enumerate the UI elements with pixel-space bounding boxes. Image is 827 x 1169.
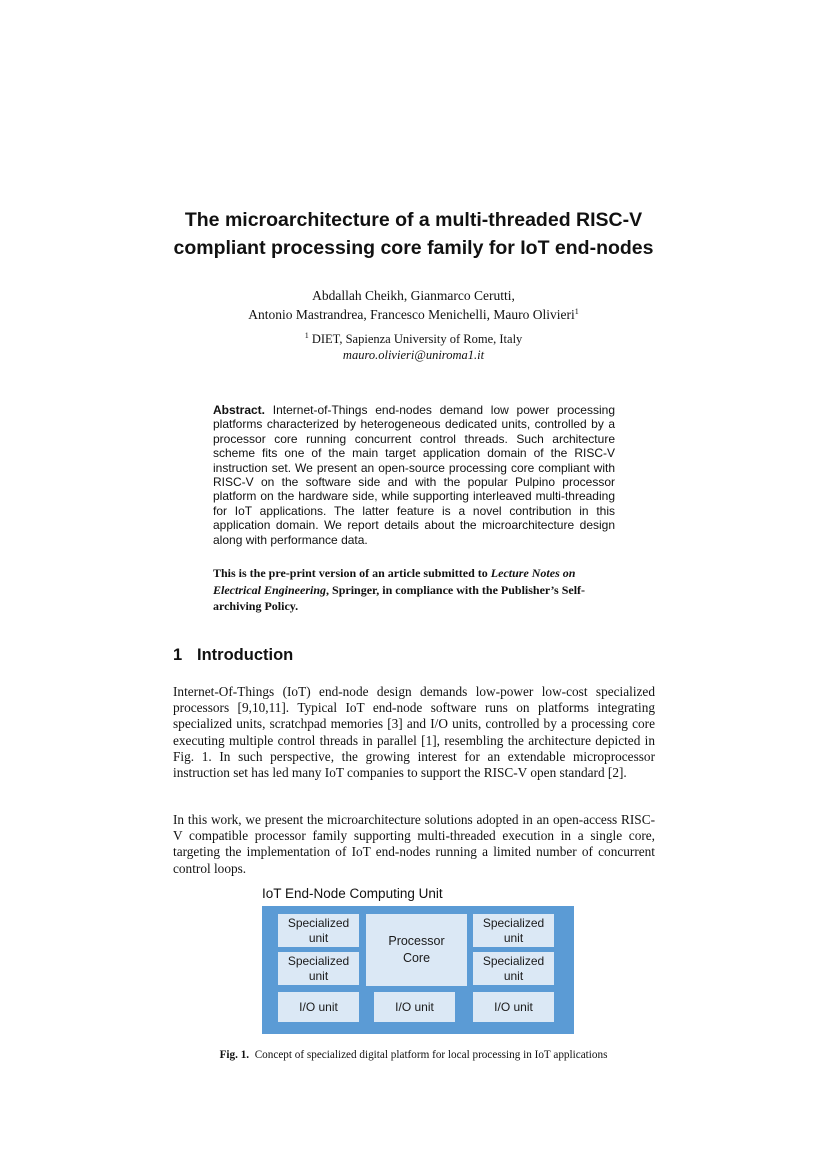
preprint-text-1: This is the pre-print version of an article submitted to xyxy=(213,566,491,580)
io-unit-box xyxy=(473,992,554,1022)
box-label: unit xyxy=(308,968,329,983)
processor-core-box xyxy=(366,914,467,986)
box-label: I/O unit xyxy=(395,999,434,1014)
institution: DIET, Sapienza University of Rome, Italy xyxy=(311,332,523,346)
io-unit-box xyxy=(278,992,359,1022)
specialized-unit-box xyxy=(473,914,554,947)
intro-paragraph-2: In this work, we present the microarchitecture solutions adopted in an open-access RISC-V compatible processor family supporting multi-threaded execution in a single core, targeting the implementation of IoT end-nodes running a limited number of concurrent control loops. xyxy=(173,812,655,876)
authors-line-2: Antonio Mastrandrea, Francesco Menichelli, Mauro Olivieri xyxy=(248,307,575,322)
section-number: 1 xyxy=(173,646,183,664)
box-label: Specialized xyxy=(482,953,545,968)
title-line-2: compliant processing core family for IoT end-nodes xyxy=(173,237,654,259)
abstract-label: Abstract. xyxy=(213,403,266,417)
contact-email[interactable]: mauro.olivieri@uniroma1.it xyxy=(342,348,485,362)
box-label: Specialized xyxy=(287,953,350,968)
caption-text: Concept of specialized digital platform for local processing in IoT applications xyxy=(254,1049,608,1061)
authors-line-1: Abdallah Cheikh, Gianmarco Cerutti, xyxy=(312,288,515,303)
section-heading xyxy=(173,645,293,665)
preprint-journal: Lecture Notes on Electrical Engineering xyxy=(213,566,576,597)
intro-paragraph-1: Internet-Of-Things (IoT) end-node design demands low-power low-cost specialized processors [9,10,11]. Typical IoT end-node software runs on platforms integrating specialized units, scratchpad memories [3] and I/O units, controlled by a processing core executing multiple control threads in parallel [1], resembling the architecture depicted in Fig. 1. In such perspective, the growing interest for an extendable microprocessor instruction set has led many IoT companies to support the RISC-V open standard [2]. xyxy=(173,684,655,781)
preprint-notice xyxy=(213,565,615,615)
figure-diagram xyxy=(262,906,574,1034)
box-label: unit xyxy=(503,968,524,983)
abstract xyxy=(213,403,615,547)
affiliation xyxy=(130,331,697,363)
box-label: Specialized xyxy=(482,915,545,930)
specialized-unit-box xyxy=(278,914,359,947)
figure-caption xyxy=(120,1048,707,1062)
box-label: unit xyxy=(503,930,524,945)
paper-title xyxy=(130,206,697,262)
box-label: I/O unit xyxy=(494,999,533,1014)
author-affiliation-mark: 1 xyxy=(574,307,579,316)
box-label: unit xyxy=(308,930,329,945)
box-label: I/O unit xyxy=(299,999,338,1014)
author-list xyxy=(130,286,697,324)
abstract-text: Internet-of-Things end-nodes demand low power processing platforms characterized by heterogeneous dedicated units, controlled by a processor core running concurrent control threads. Such architecture scheme fits one of the main target application domain of the RISC-V instruction set. We present an open-source processing core compliant with RISC-V on the software side and with the popular Pulpino processor platform on the hardware side, while supporting interleaved multi-threading for IoT applications. The latter feature is a novel contribution in this application domain. We report details about the microarchitecture design along with performance data. xyxy=(213,403,615,547)
figure-heading: IoT End-Node Computing Unit xyxy=(262,886,443,901)
preprint-text-2: , Springer, in compliance with the Publisher’s Self-archiving Policy. xyxy=(213,582,586,613)
box-label: Processor xyxy=(388,934,445,948)
caption-label: Fig. 1. xyxy=(219,1049,250,1061)
specialized-unit-box xyxy=(278,952,359,985)
box-label: Core xyxy=(402,951,431,965)
box-label: Specialized xyxy=(287,915,350,930)
affiliation-mark: 1 xyxy=(304,331,309,340)
title-line-1: The microarchitecture of a multi-threaded RISC-V xyxy=(184,209,643,231)
io-unit-box xyxy=(374,992,455,1022)
section-title: Introduction xyxy=(197,646,294,664)
specialized-unit-box xyxy=(473,952,554,985)
